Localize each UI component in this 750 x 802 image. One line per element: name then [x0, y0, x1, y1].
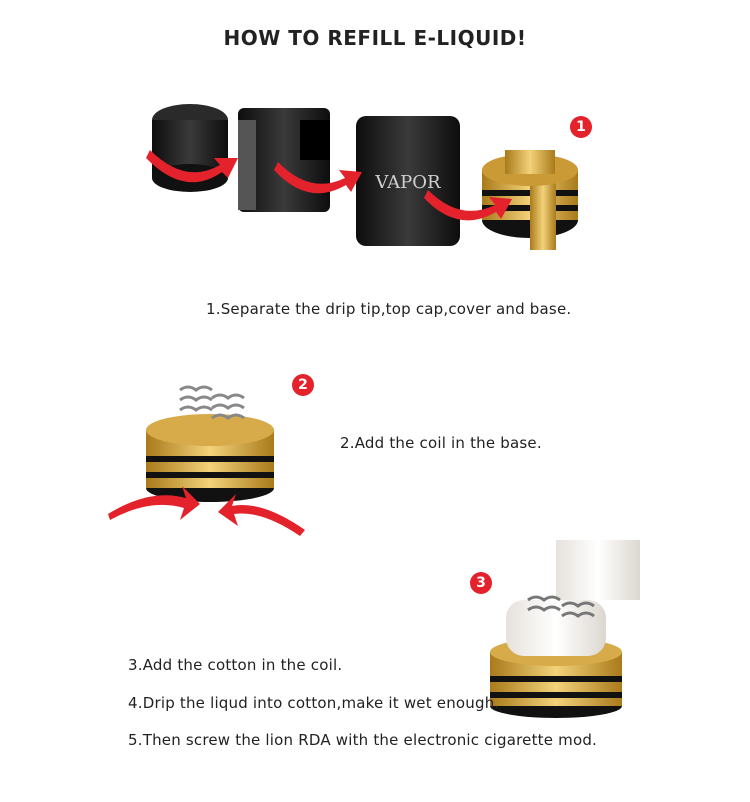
cover-logo-text: VAPOR: [375, 172, 441, 193]
step-4-caption: 4.Drip the liqud into cotton,make it wet enough.: [128, 694, 500, 712]
cover-image: [356, 116, 460, 246]
step-badge-2: 2: [292, 374, 314, 396]
step-1-caption: 1.Separate the drip tip,top cap,cover and base.: [206, 300, 572, 318]
step-badge-1: 1: [570, 116, 592, 138]
page-title: HOW TO REFILL E-LIQUID!: [223, 26, 527, 50]
step-5-caption: 5.Then screw the lion RDA with the electronic cigarette mod.: [128, 731, 598, 749]
step-badge-3: 3: [470, 572, 492, 594]
top-cap-image: [238, 108, 330, 212]
cotton-base-image: [490, 540, 640, 718]
step-2-caption: 2.Add the coil in the base.: [340, 434, 542, 452]
coil-base-image: [146, 387, 274, 502]
step-3-caption: 3.Add the cotton in the coil.: [128, 656, 343, 674]
